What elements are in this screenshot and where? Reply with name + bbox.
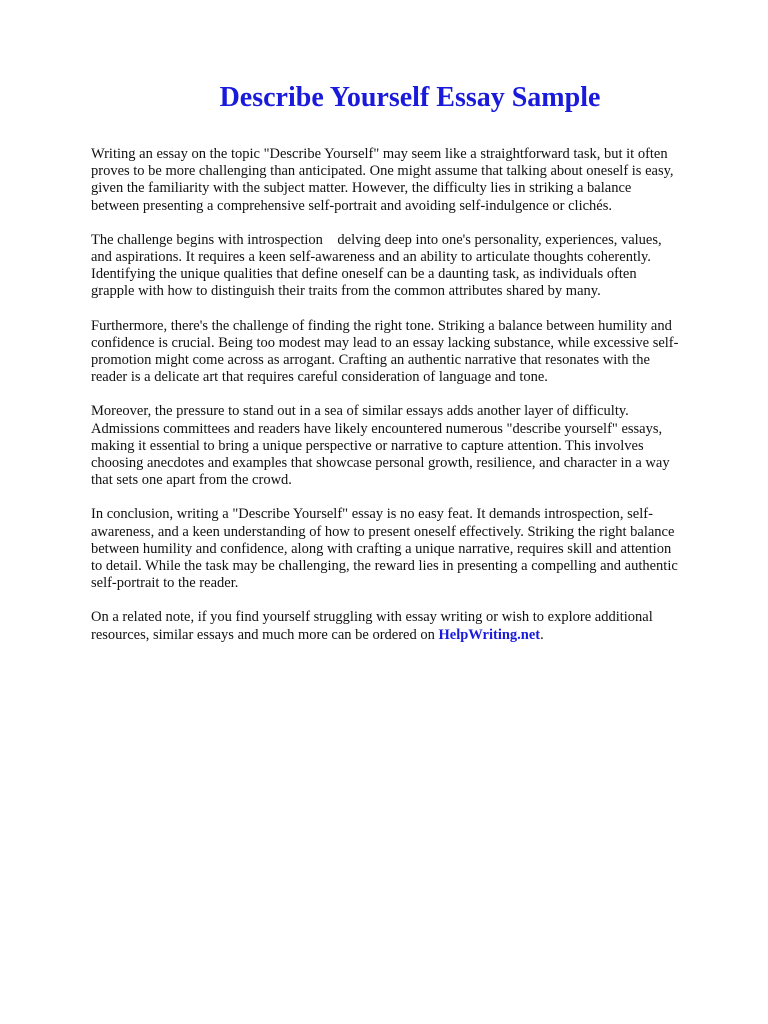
paragraph-2 — [91, 232, 723, 301]
text-line: Furthermore, there's the challenge of finding the right tone. Striking a balance between humility and — [91, 317, 672, 334]
text-line: between presenting a comprehensive self-portrait and avoiding self-indulgence or clichés. — [91, 197, 613, 214]
paragraph-closing — [91, 609, 723, 643]
text-line: Writing an essay on the topic "Describe Yourself" may seem like a straightforward task, but it often — [91, 146, 668, 162]
text-line: The challenge begins with introspection delving deep into one's personality, experiences, values, — [91, 231, 662, 248]
text-line: and aspirations. It requires a keen self-awareness and an ability to articulate thoughts coherently. — [91, 249, 651, 266]
closing-suffix: . — [540, 626, 544, 643]
paragraph-3 — [91, 318, 723, 387]
text-line: reader is a delicate art that requires careful consideration of language and tone. — [91, 369, 548, 386]
closing-prefix: resources, similar essays and much more can be ordered on — [91, 626, 439, 643]
paragraph-4 — [91, 403, 723, 489]
text-line: In conclusion, writing a "Describe Yourself" essay is no easy feat. It demands introspection, self- — [91, 506, 653, 523]
text-line: given the familiarity with the subject matter. However, the difficulty lies in striking a balance — [91, 180, 632, 197]
paragraph-5 — [91, 506, 723, 592]
text-line: Moreover, the pressure to stand out in a sea of similar essays adds another layer of difficulty. — [91, 403, 629, 420]
text-line: On a related note, if you find yourself struggling with essay writing or wish to explore additional — [91, 609, 653, 626]
text-line: Admissions committees and readers have likely encountered numerous "describe yourself" essays, — [91, 420, 663, 437]
text-line: to detail. While the task may be challenging, the reward lies in presenting a compelling and authentic — [91, 558, 678, 575]
text-line: proves to be more challenging than anticipated. One might assume that talking about oneself is easy, — [91, 163, 674, 180]
text-line: self-portrait to the reader. — [91, 575, 239, 592]
text-line: between humility and confidence, along with crafting a unique narrative, requires skill and attention — [91, 540, 672, 557]
essay-body — [91, 146, 723, 661]
text-line: that sets one apart from the crowd. — [91, 472, 292, 489]
text-line: choosing anecdotes and examples that showcase personal growth, resilience, and character in a way — [91, 455, 670, 472]
helpwriting-link[interactable]: HelpWriting.net — [438, 626, 541, 643]
text-line: grapple with how to distinguish their traits from the common attributes shared by many. — [91, 283, 601, 300]
document-title: Describe Yourself Essay Sample — [219, 82, 601, 113]
text-line: making it essential to bring a unique perspective or narrative to capture attention. This involves — [91, 437, 644, 454]
closing-line — [91, 627, 723, 644]
paragraph-1 — [91, 146, 723, 215]
text-line: confidence is crucial. Being too modest may lead to an essay lacking substance, while excessive self- — [91, 334, 679, 351]
text-line: promotion might come across as arrogant. Crafting an authentic narrative that resonates with the — [91, 352, 650, 369]
text-line: Identifying the unique qualities that define oneself can be a daunting task, as individuals often — [91, 266, 637, 283]
text-line: awareness, and a keen understanding of how to present oneself effectively. Striking the right balance — [91, 523, 675, 540]
